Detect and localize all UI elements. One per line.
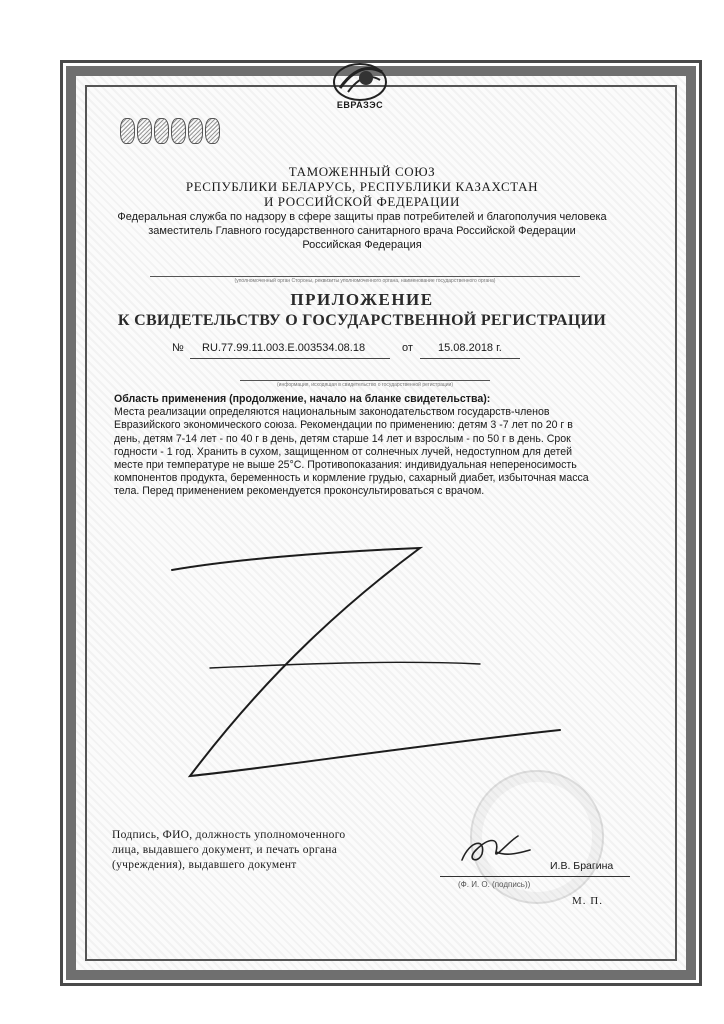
- union-header-line: РЕСПУБЛИКИ БЕЛАРУСЬ, РЕСПУБЛИКИ КАЗАХСТАН: [185, 179, 539, 194]
- signature-caption-line: лица, выдавшего документ, и печать органа: [112, 844, 338, 856]
- stamp-place: М. П.: [572, 895, 603, 907]
- date-underline: [420, 358, 520, 359]
- authority-rule: [150, 276, 580, 277]
- date-label: от: [402, 342, 413, 354]
- number-underline: [190, 358, 390, 359]
- content-line: месте при температуре не выше 25°С. Противопоказания: индивидуальная непереносимость: [114, 459, 577, 472]
- logo-text: ЕВРАЗЭС: [336, 100, 384, 110]
- scope-label: Область применения (продолжение, начало на бланке свидетельства):: [114, 393, 491, 405]
- signer-name: И.В. Брагина: [550, 860, 614, 872]
- authority-line: заместитель Главного государственного санитарного врача Российской Федерации: [148, 225, 576, 237]
- handwritten-signature: [456, 830, 536, 870]
- signature-caption-line: (учреждения), выдавшего документ: [112, 859, 297, 871]
- document-title: ПРИЛОЖЕНИЕ: [290, 290, 434, 309]
- eurasec-emblem-icon: [330, 58, 390, 102]
- content-line: Места реализации определяются национальным законодательством государств-членов: [114, 406, 550, 419]
- authority-line: Федеральная служба по надзору в сфере защиты прав потребителей и благополучия человека: [117, 211, 607, 223]
- content-line: тела. Перед применением рекомендуется проконсультироваться с врачом.: [114, 485, 485, 498]
- serial-ornament: [120, 118, 220, 144]
- union-header: [100, 164, 624, 209]
- content-line: компонентов продукта, беременность и кормление грудью, сахарный диабет, избыточная масса: [114, 472, 589, 485]
- registration-rule: [240, 380, 490, 381]
- authority-caption: (уполномоченный орган Стороны, реквизиты уполномоченного органа, наименование государственного органа): [234, 278, 496, 284]
- signer-underline: [440, 876, 630, 877]
- authority-block: [100, 210, 624, 252]
- union-header-line: И РОССИЙСКОЙ ФЕДЕРАЦИИ: [263, 194, 461, 209]
- signature-caption: [112, 828, 402, 873]
- fio-caption: (Ф. И. О. (подпись)): [458, 880, 531, 889]
- registration-date: 15.08.2018 г.: [438, 342, 502, 354]
- eurasec-logo: [318, 58, 402, 122]
- registration-number: RU.77.99.11.003.E.003534.08.18: [202, 342, 366, 354]
- number-label: №: [172, 342, 184, 354]
- z-cancel-mark: [150, 540, 570, 800]
- document-subtitle: К СВИДЕТЕЛЬСТВУ О ГОСУДАРСТВЕННОЙ РЕГИСТРАЦИИ: [117, 312, 607, 329]
- authority-line: Российская Федерация: [302, 239, 422, 251]
- scope-section: [114, 393, 614, 499]
- signature-caption-line: Подпись, ФИО, должность уполномоченного: [112, 829, 346, 841]
- content-line: день, детям 7-14 лет - по 40 г в день, детям старше 14 лет и взрослым - по 50 г в день. Срок: [114, 432, 571, 445]
- union-header-line: ТАМОЖЕННЫЙ СОЮЗ: [288, 164, 436, 179]
- registration-caption: (информация, исходящая в свидетельство о государственной регистрации): [276, 382, 453, 388]
- content-line: Евразийского экономического союза. Рекомендации по применению: детям 3 -7 лет по 20 г в: [114, 419, 573, 432]
- content-line: годности - 1 год. Хранить в сухом, защищенном от солнечных лучей, недоступном для детей: [114, 445, 573, 458]
